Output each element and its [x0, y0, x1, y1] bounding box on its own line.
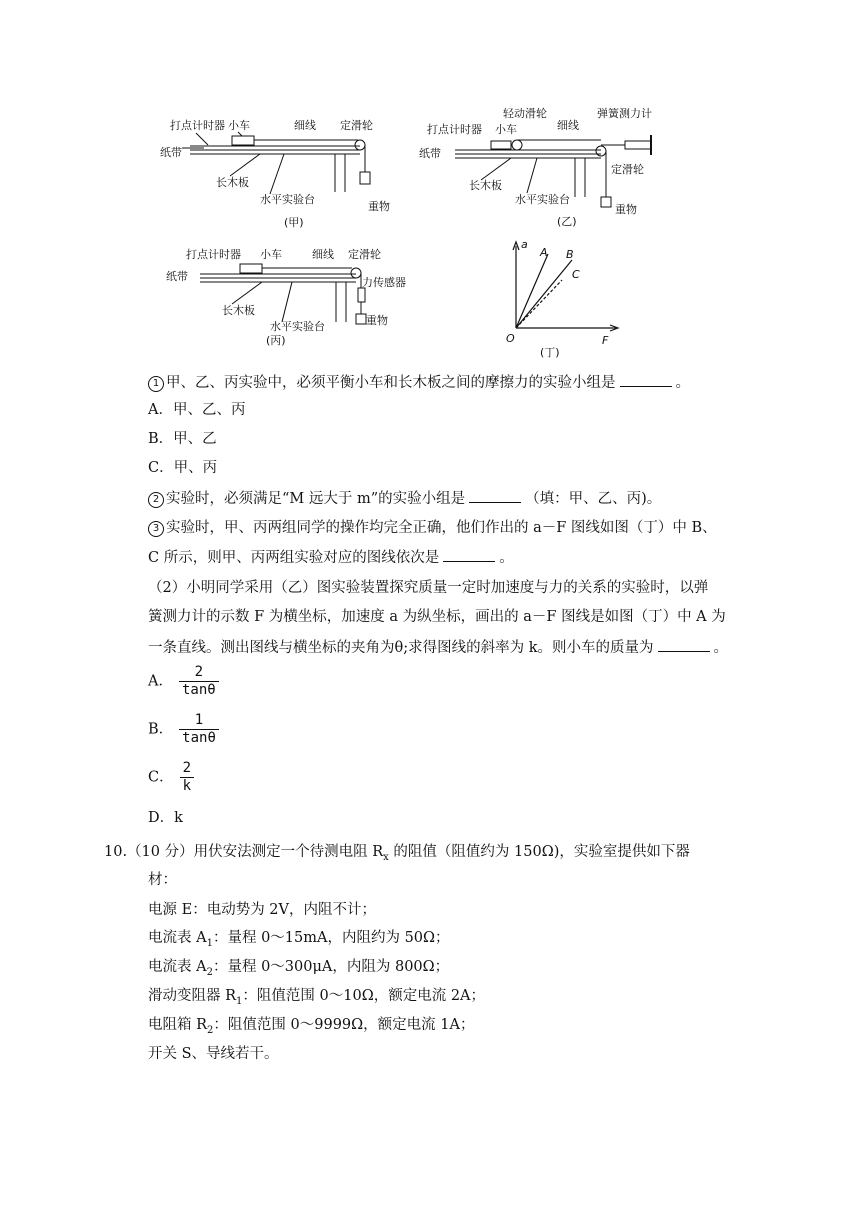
- figure-yi: [415, 105, 665, 230]
- origin-label: O: [506, 332, 515, 345]
- graph-line-c: [516, 280, 562, 328]
- label-timer: 打点计时器: [427, 123, 482, 136]
- line-label-a: A: [540, 246, 548, 259]
- label-pulley: 定滑轮: [340, 119, 373, 132]
- label-string: 细线: [557, 119, 579, 132]
- q9-part2-option-d: D．k: [148, 810, 183, 826]
- circled-number: 1: [148, 376, 164, 392]
- line-label-b: B: [566, 248, 574, 261]
- fraction: $\frac{2}{k}$: [180, 760, 194, 795]
- label-board: 长木板: [469, 179, 502, 192]
- answer-blank: [658, 637, 710, 652]
- q9-sub1: 1 甲、乙、丙实验中，必须平衡小车和长木板之间的摩擦力的实验小组是 。: [148, 372, 690, 393]
- q9-sub1-option-b: B．甲、乙: [148, 431, 217, 447]
- label-table: 水平实验台: [270, 320, 325, 333]
- q10-item-resistor-box-r2: 电阻箱 $R_2$：阻值范围 0～9999Ω，额定电流 1A；: [148, 1017, 475, 1036]
- label-cart: 小车: [495, 123, 517, 136]
- label-string: 细线: [312, 248, 334, 261]
- q10-item-ammeter-a1: 电流表 $A_1$：量程 0～15mA，内阻约为 50Ω；: [148, 930, 450, 949]
- label-light-pulley: 轻动滑轮: [503, 107, 547, 120]
- fraction: $\frac{1}{\tan\theta}$: [179, 712, 219, 747]
- label-timer: 打点计时器: [170, 119, 225, 132]
- answer-blank: [469, 488, 521, 503]
- label-weight: 重物: [615, 203, 637, 216]
- figure-caption: (甲): [284, 216, 304, 229]
- q9-part2-option-a: A． $\frac{2}{\tan\theta}$: [148, 664, 219, 699]
- label-weight: 重物: [366, 314, 388, 327]
- figure-caption: (乙): [557, 215, 577, 228]
- figure-caption: (丙): [266, 334, 286, 347]
- line-label-c: C: [572, 268, 580, 281]
- answer-blank: [443, 547, 495, 562]
- label-pulley: 定滑轮: [348, 248, 381, 261]
- label-force-sensor: 力传感器: [362, 276, 406, 289]
- q10-item-source: 电源 E：电动势为 2V，内阻不计；: [148, 902, 376, 918]
- label-pulley: 定滑轮: [611, 163, 644, 176]
- label-spring-scale: 弹簧测力计: [597, 107, 652, 120]
- axis-x-label: F: [602, 334, 609, 347]
- q10-line2: 材：: [148, 872, 177, 888]
- label-string: 细线: [294, 119, 316, 132]
- q9-sub1-option-c: C．甲、丙: [148, 460, 218, 476]
- q9-part2-option-c: C． $\frac{2}{k}$: [148, 760, 194, 795]
- figure-caption: (丁): [540, 346, 560, 359]
- label-table: 水平实验台: [515, 193, 570, 206]
- label-table: 水平实验台: [260, 193, 315, 206]
- q9-part2-line2: 簧测力计的示数 F 为横坐标，加速度 a 为纵坐标，画出的 a－F 图线是如图（丁）中 A 为: [148, 609, 726, 625]
- circled-number: 2: [148, 492, 164, 508]
- q9-part2-line1: （2）小明同学采用（乙）图实验装置探究质量一定时加速度与力的关系的实验时，以弹: [148, 580, 709, 596]
- figure-ding: [500, 236, 630, 360]
- label-board: 长木板: [216, 176, 249, 189]
- figure-jia: [160, 112, 400, 232]
- label-cart: 小车: [228, 119, 250, 132]
- q9-sub3-line1: 3 实验时，甲、丙两组同学的操作均完全正确，他们作出的 a－F 图线如图（丁）中 B、: [148, 518, 717, 538]
- label-tape: 纸带: [160, 146, 182, 159]
- graph-line-b: [516, 260, 572, 328]
- fraction: $\frac{2}{\tan\theta}$: [179, 664, 219, 699]
- q9-part2-option-b: B． $\frac{1}{\tan\theta}$: [148, 712, 219, 747]
- q10-line1: 10.（10 分）用伏安法测定一个待测电阻 $R_x$ 的阻值（阻值约为 150Ω)，实验室提供如下器: [104, 844, 690, 863]
- figure-bing: [166, 244, 416, 352]
- q9-sub2: 2 实验时，必须满足“M 远大于 m”的实验小组是 （填：甲、乙、丙)。: [148, 488, 661, 509]
- graph-line-a: [516, 254, 548, 328]
- label-tape: 纸带: [419, 147, 441, 160]
- axis-y-label: a: [521, 238, 528, 251]
- label-board: 长木板: [222, 304, 255, 317]
- q10-item-rheostat-r1: 滑动变阻器 $R_1$：阻值范围 0～10Ω，额定电流 2A；: [148, 988, 486, 1007]
- q10-item-ammeter-a2: 电流表 $A_2$：量程 0～300μA，内阻为 800Ω；: [148, 959, 450, 978]
- label-cart: 小车: [260, 248, 282, 261]
- q9-sub1-option-a: A．甲、乙、丙: [148, 402, 246, 418]
- q9-part2-line3: 一条直线。测出图线与横坐标的夹角为θ;求得图线的斜率为 k。则小车的质量为 。: [148, 637, 728, 658]
- label-tape: 纸带: [166, 270, 188, 283]
- q9-sub3-line2: C 所示，则甲、丙两组实验对应的图线依次是 。: [148, 547, 514, 568]
- label-weight: 重物: [368, 200, 390, 213]
- answer-blank: [620, 372, 672, 387]
- q10-item-switch: 开关 S、导线若干。: [148, 1046, 279, 1062]
- label-timer: 打点计时器: [186, 248, 241, 261]
- circled-number: 3: [148, 521, 164, 537]
